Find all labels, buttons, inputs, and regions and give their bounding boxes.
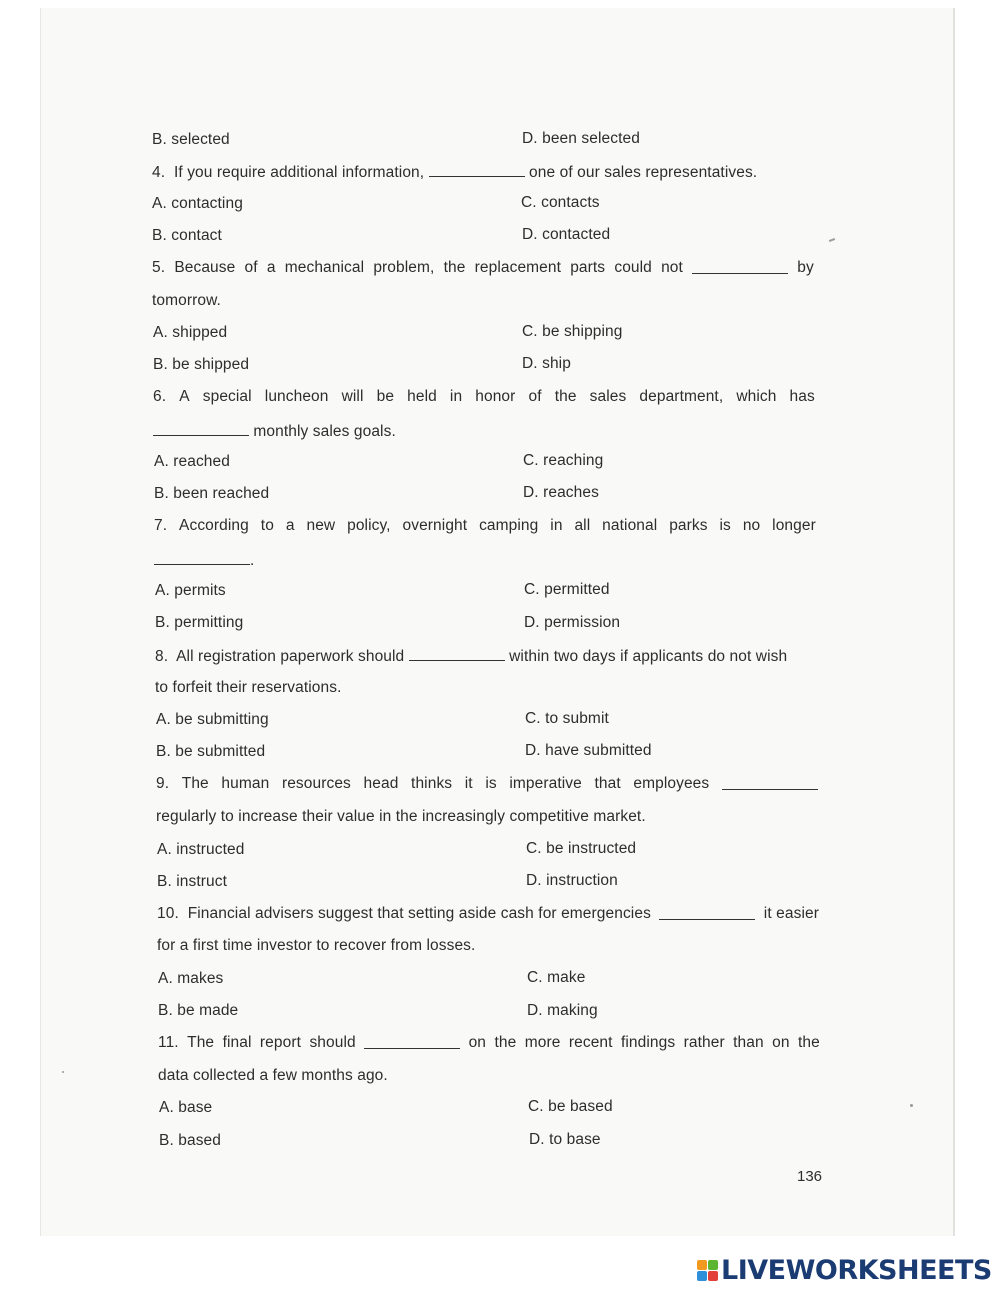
page-number: 136	[797, 1168, 823, 1185]
option-c: C. reaching	[523, 452, 604, 469]
answer-blank-8[interactable]	[409, 646, 505, 661]
option-d: D. to base	[529, 1131, 601, 1148]
option-c: C. to submit	[525, 710, 609, 727]
question-11: 11. The final report should on the more recent findings rather than on the	[158, 1034, 820, 1051]
option-d: D. making	[527, 1002, 598, 1019]
option-c: C. be instructed	[526, 840, 637, 857]
option-b: B. instruct	[157, 873, 228, 890]
option-d: D. reaches	[523, 484, 599, 501]
question-6: 6. A special luncheon will be held in honor of the sales department, which has	[153, 388, 815, 405]
option-b: B. been reached	[154, 485, 270, 502]
option-c: C. make	[527, 969, 586, 986]
option-a: A. instructed	[157, 841, 245, 858]
question-continuation: .	[154, 550, 254, 570]
question-continuation: regularly to increase their value in the increasingly competitive market.	[156, 808, 646, 825]
option-c: C. be shipping	[522, 323, 623, 340]
answer-blank-5[interactable]	[692, 259, 788, 274]
option-d: D. contacted	[522, 226, 611, 243]
question-10: 10. Financial advisers suggest that setting aside cash for emergencies it easier	[157, 905, 819, 922]
question-continuation: monthly sales goals.	[153, 421, 396, 441]
question-8: 8. All registration paperwork should within two days if applicants do not wish	[155, 648, 788, 665]
option-c: C. contacts	[521, 194, 600, 211]
question-continuation: data collected a few months ago.	[158, 1067, 388, 1084]
answer-blank-9[interactable]	[722, 775, 818, 790]
option-a: A. contacting	[152, 195, 243, 212]
liveworksheets-icon	[697, 1260, 718, 1281]
option-a: A. makes	[158, 970, 224, 987]
liveworksheets-logo	[697, 1255, 992, 1286]
answer-blank-4[interactable]	[429, 162, 525, 177]
question-continuation: tomorrow.	[152, 292, 221, 309]
option-b: B. be made	[158, 1002, 239, 1019]
option-b: B. be shipped	[153, 356, 250, 373]
option-b: B. contact	[152, 227, 222, 244]
option-b: B. be submitted	[156, 743, 266, 760]
answer-blank-7[interactable]	[154, 550, 250, 565]
answer-blank-10[interactable]	[659, 905, 755, 920]
option-d: D. ship	[522, 355, 571, 372]
option-a: A. shipped	[153, 324, 228, 341]
option-d: D. been selected	[522, 130, 640, 147]
answer-blank-11[interactable]	[364, 1034, 460, 1049]
question-continuation: to forfeit their reservations.	[155, 679, 342, 696]
option-d: D. permission	[524, 614, 621, 631]
option-a: A. permits	[155, 582, 226, 599]
option-d: D. instruction	[526, 872, 618, 889]
question-9: 9. The human resources head thinks it is imperative that employees	[156, 775, 818, 793]
question-continuation: for a first time investor to recover from losses.	[157, 937, 476, 954]
option-b: B. permitting	[155, 614, 244, 631]
option-b: B. based	[159, 1132, 221, 1149]
option-a: A. be submitting	[156, 711, 269, 728]
answer-blank-6[interactable]	[153, 421, 249, 436]
option-c: C. be based	[528, 1098, 613, 1115]
brand-name: LIVEWORKSHEETS	[721, 1255, 992, 1286]
option-a: A. reached	[154, 453, 230, 470]
option-d: D. have submitted	[525, 742, 652, 759]
option-c: C. permitted	[524, 581, 610, 598]
option-a: A. base	[159, 1099, 213, 1116]
question-5: 5. Because of a mechanical problem, the replacement parts could not by	[152, 259, 814, 276]
question-4: 4. If you require additional information, one of our sales representatives.	[152, 164, 758, 181]
option-b: B. selected	[152, 131, 230, 148]
question-7: 7. According to a new policy, overnight camping in all national parks is no longer	[154, 517, 816, 534]
